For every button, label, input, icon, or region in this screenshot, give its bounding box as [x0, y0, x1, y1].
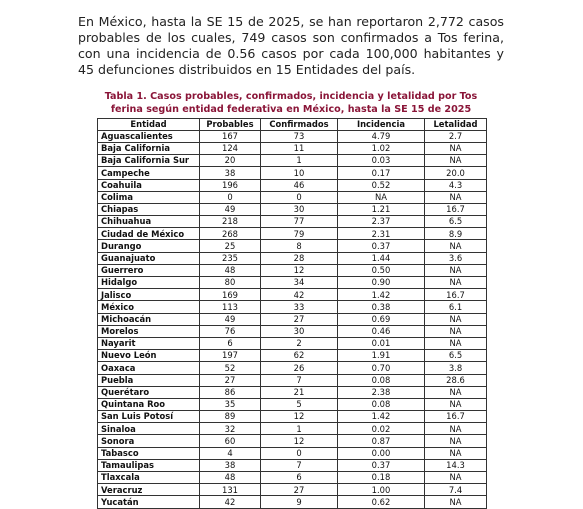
cell-letalidad: 3.6 — [425, 252, 487, 264]
cell-letalidad: 20.0 — [425, 167, 487, 179]
table-row — [98, 362, 487, 374]
cell-entidad: Colima — [98, 191, 200, 203]
cell-incidencia: 0.62 — [338, 496, 425, 508]
cell-confirmados: 9 — [261, 496, 338, 508]
cell-incidencia: 0.69 — [338, 313, 425, 325]
table-row — [98, 374, 487, 386]
cell-probables: 48 — [200, 472, 261, 484]
cell-incidencia: 0.01 — [338, 337, 425, 349]
cell-entidad: Sinaloa — [98, 423, 200, 435]
table-row — [98, 203, 487, 215]
cell-confirmados: 79 — [261, 228, 338, 240]
cell-incidencia: 0.38 — [338, 301, 425, 313]
cell-incidencia: NA — [338, 191, 425, 203]
cell-entidad: Tlaxcala — [98, 472, 200, 484]
cell-confirmados: 42 — [261, 289, 338, 301]
cell-confirmados: 11 — [261, 142, 338, 154]
table-row — [98, 337, 487, 349]
cell-confirmados: 1 — [261, 423, 338, 435]
cell-letalidad: NA — [425, 325, 487, 337]
cell-entidad: Michoacán — [98, 313, 200, 325]
cell-probables: 169 — [200, 289, 261, 301]
cell-confirmados: 10 — [261, 167, 338, 179]
cell-confirmados: 7 — [261, 459, 338, 471]
cases-table — [97, 118, 487, 509]
cell-confirmados: 12 — [261, 411, 338, 423]
cell-incidencia: 0.02 — [338, 423, 425, 435]
cell-entidad: Oaxaca — [98, 362, 200, 374]
table-row — [98, 472, 487, 484]
cell-entidad: Tabasco — [98, 447, 200, 459]
cell-entidad: Coahuila — [98, 179, 200, 191]
cell-probables: 4 — [200, 447, 261, 459]
table-row — [98, 264, 487, 276]
table-row — [98, 301, 487, 313]
cell-incidencia: 1.42 — [338, 411, 425, 423]
table-row — [98, 228, 487, 240]
cell-probables: 20 — [200, 155, 261, 167]
table-caption: Tabla 1. Casos probables, confirmados, incidencia y letalidad por Tos ferina según entidad federativa en México, hasta la SE 15 de 2025 — [104, 91, 478, 115]
header-entidad: Entidad — [98, 119, 200, 131]
cell-letalidad: 6.1 — [425, 301, 487, 313]
cell-confirmados: 30 — [261, 203, 338, 215]
cell-entidad: Baja California — [98, 142, 200, 154]
cell-incidencia: 0.08 — [338, 374, 425, 386]
cell-incidencia: 0.00 — [338, 447, 425, 459]
cell-entidad: Querétaro — [98, 386, 200, 398]
cell-probables: 131 — [200, 484, 261, 496]
cell-confirmados: 8 — [261, 240, 338, 252]
cell-entidad: Jalisco — [98, 289, 200, 301]
table-row — [98, 142, 487, 154]
cell-probables: 32 — [200, 423, 261, 435]
cell-probables: 197 — [200, 350, 261, 362]
cell-confirmados: 34 — [261, 277, 338, 289]
cell-probables: 60 — [200, 435, 261, 447]
cell-letalidad: NA — [425, 277, 487, 289]
table-row — [98, 386, 487, 398]
cell-confirmados: 21 — [261, 386, 338, 398]
cell-letalidad: NA — [425, 386, 487, 398]
cell-entidad: Yucatán — [98, 496, 200, 508]
header-probables: Probables — [200, 119, 261, 131]
header-letalidad: Letalidad — [425, 119, 487, 131]
cell-entidad: Guerrero — [98, 264, 200, 276]
cell-entidad: Nayarit — [98, 337, 200, 349]
cell-incidencia: 1.21 — [338, 203, 425, 215]
cell-incidencia: 0.50 — [338, 264, 425, 276]
table-row — [98, 459, 487, 471]
cell-entidad: Aguascalientes — [98, 130, 200, 142]
cell-confirmados: 28 — [261, 252, 338, 264]
cell-letalidad: 28.6 — [425, 374, 487, 386]
cell-probables: 80 — [200, 277, 261, 289]
cell-incidencia: 0.87 — [338, 435, 425, 447]
cell-incidencia: 0.37 — [338, 459, 425, 471]
cell-entidad: Chihuahua — [98, 216, 200, 228]
cell-letalidad: NA — [425, 264, 487, 276]
cell-confirmados: 0 — [261, 447, 338, 459]
cell-letalidad: 3.8 — [425, 362, 487, 374]
cell-confirmados: 2 — [261, 337, 338, 349]
table-row — [98, 179, 487, 191]
cell-entidad: México — [98, 301, 200, 313]
cell-entidad: Baja California Sur — [98, 155, 200, 167]
cell-incidencia: 0.18 — [338, 472, 425, 484]
cell-incidencia: 1.02 — [338, 142, 425, 154]
cell-entidad: Ciudad de México — [98, 228, 200, 240]
cell-letalidad: NA — [425, 142, 487, 154]
table-row — [98, 350, 487, 362]
cell-letalidad: NA — [425, 423, 487, 435]
cell-probables: 48 — [200, 264, 261, 276]
cell-letalidad: NA — [425, 398, 487, 410]
cell-entidad: Hidalgo — [98, 277, 200, 289]
cell-letalidad: 16.7 — [425, 411, 487, 423]
cell-probables: 38 — [200, 459, 261, 471]
cell-incidencia: 0.70 — [338, 362, 425, 374]
cell-probables: 6 — [200, 337, 261, 349]
cell-probables: 0 — [200, 191, 261, 203]
cell-confirmados: 12 — [261, 264, 338, 276]
cell-probables: 86 — [200, 386, 261, 398]
cell-incidencia: 2.38 — [338, 386, 425, 398]
table-row — [98, 325, 487, 337]
cell-incidencia: 0.90 — [338, 277, 425, 289]
cell-incidencia: 1.44 — [338, 252, 425, 264]
cell-probables: 38 — [200, 167, 261, 179]
table-row — [98, 435, 487, 447]
cell-incidencia: 1.00 — [338, 484, 425, 496]
cell-incidencia: 1.42 — [338, 289, 425, 301]
cell-confirmados: 46 — [261, 179, 338, 191]
cell-incidencia: 0.08 — [338, 398, 425, 410]
cell-entidad: Puebla — [98, 374, 200, 386]
cell-letalidad: NA — [425, 337, 487, 349]
cell-incidencia: 4.79 — [338, 130, 425, 142]
cell-confirmados: 62 — [261, 350, 338, 362]
cell-incidencia: 0.03 — [338, 155, 425, 167]
cell-entidad: San Luis Potosí — [98, 411, 200, 423]
cell-confirmados: 5 — [261, 398, 338, 410]
cell-incidencia: 0.37 — [338, 240, 425, 252]
cell-letalidad: NA — [425, 435, 487, 447]
cell-letalidad: 7.4 — [425, 484, 487, 496]
table-body — [98, 130, 487, 508]
cell-letalidad: NA — [425, 313, 487, 325]
cell-letalidad: 2.7 — [425, 130, 487, 142]
cell-probables: 27 — [200, 374, 261, 386]
intro-paragraph: En México, hasta la SE 15 de 2025, se han reportaron 2,772 casos probables de los cuales, 749 casos son confirmados a Tos ferina, con una incidencia de 0.56 casos por cada 100,000 habitantes y 45 defunciones distribuidos en 15 Entidades del país. — [78, 14, 504, 77]
cell-incidencia: 1.91 — [338, 350, 425, 362]
cell-letalidad: NA — [425, 472, 487, 484]
table-row — [98, 289, 487, 301]
cell-letalidad: NA — [425, 447, 487, 459]
cell-confirmados: 6 — [261, 472, 338, 484]
cell-probables: 25 — [200, 240, 261, 252]
cell-confirmados: 26 — [261, 362, 338, 374]
cell-letalidad: 16.7 — [425, 289, 487, 301]
table-row — [98, 484, 487, 496]
header-incidencia: Incidencia — [338, 119, 425, 131]
cell-confirmados: 27 — [261, 313, 338, 325]
cell-confirmados: 27 — [261, 484, 338, 496]
table-row — [98, 411, 487, 423]
table-row — [98, 155, 487, 167]
cell-letalidad: 6.5 — [425, 216, 487, 228]
cell-incidencia: 2.37 — [338, 216, 425, 228]
cell-letalidad: NA — [425, 155, 487, 167]
cell-confirmados: 1 — [261, 155, 338, 167]
table-row — [98, 216, 487, 228]
cell-probables: 167 — [200, 130, 261, 142]
table-row — [98, 252, 487, 264]
cell-letalidad: 16.7 — [425, 203, 487, 215]
cell-entidad: Campeche — [98, 167, 200, 179]
cell-confirmados: 7 — [261, 374, 338, 386]
table-row — [98, 130, 487, 142]
cell-incidencia: 0.52 — [338, 179, 425, 191]
cell-confirmados: 73 — [261, 130, 338, 142]
table-row — [98, 313, 487, 325]
table-row — [98, 398, 487, 410]
table-row — [98, 496, 487, 508]
cell-letalidad: NA — [425, 191, 487, 203]
cell-confirmados: 30 — [261, 325, 338, 337]
cell-probables: 235 — [200, 252, 261, 264]
cell-confirmados: 77 — [261, 216, 338, 228]
cell-letalidad: NA — [425, 240, 487, 252]
cell-entidad: Sonora — [98, 435, 200, 447]
cell-entidad: Chiapas — [98, 203, 200, 215]
cell-probables: 196 — [200, 179, 261, 191]
cell-probables: 49 — [200, 203, 261, 215]
cell-probables: 52 — [200, 362, 261, 374]
table-row — [98, 423, 487, 435]
cell-entidad: Tamaulipas — [98, 459, 200, 471]
cell-probables: 49 — [200, 313, 261, 325]
cell-probables: 42 — [200, 496, 261, 508]
cell-entidad: Durango — [98, 240, 200, 252]
cell-confirmados: 33 — [261, 301, 338, 313]
table-header-row — [98, 119, 487, 131]
cell-entidad: Morelos — [98, 325, 200, 337]
cell-incidencia: 2.31 — [338, 228, 425, 240]
table-row — [98, 240, 487, 252]
cell-incidencia: 0.17 — [338, 167, 425, 179]
cell-letalidad: 4.3 — [425, 179, 487, 191]
table-row — [98, 191, 487, 203]
cell-probables: 268 — [200, 228, 261, 240]
header-confirmados: Confirmados — [261, 119, 338, 131]
cell-probables: 218 — [200, 216, 261, 228]
cell-letalidad: 14.3 — [425, 459, 487, 471]
cell-probables: 124 — [200, 142, 261, 154]
table-row — [98, 277, 487, 289]
cell-entidad: Quintana Roo — [98, 398, 200, 410]
cell-probables: 89 — [200, 411, 261, 423]
cell-confirmados: 12 — [261, 435, 338, 447]
cell-letalidad: NA — [425, 496, 487, 508]
cell-entidad: Nuevo León — [98, 350, 200, 362]
cell-entidad: Guanajuato — [98, 252, 200, 264]
table-row — [98, 447, 487, 459]
cell-probables: 76 — [200, 325, 261, 337]
cell-letalidad: 8.9 — [425, 228, 487, 240]
cell-probables: 113 — [200, 301, 261, 313]
cell-probables: 35 — [200, 398, 261, 410]
cell-letalidad: 6.5 — [425, 350, 487, 362]
table-row — [98, 167, 487, 179]
cell-incidencia: 0.46 — [338, 325, 425, 337]
cell-entidad: Veracruz — [98, 484, 200, 496]
cell-confirmados: 0 — [261, 191, 338, 203]
